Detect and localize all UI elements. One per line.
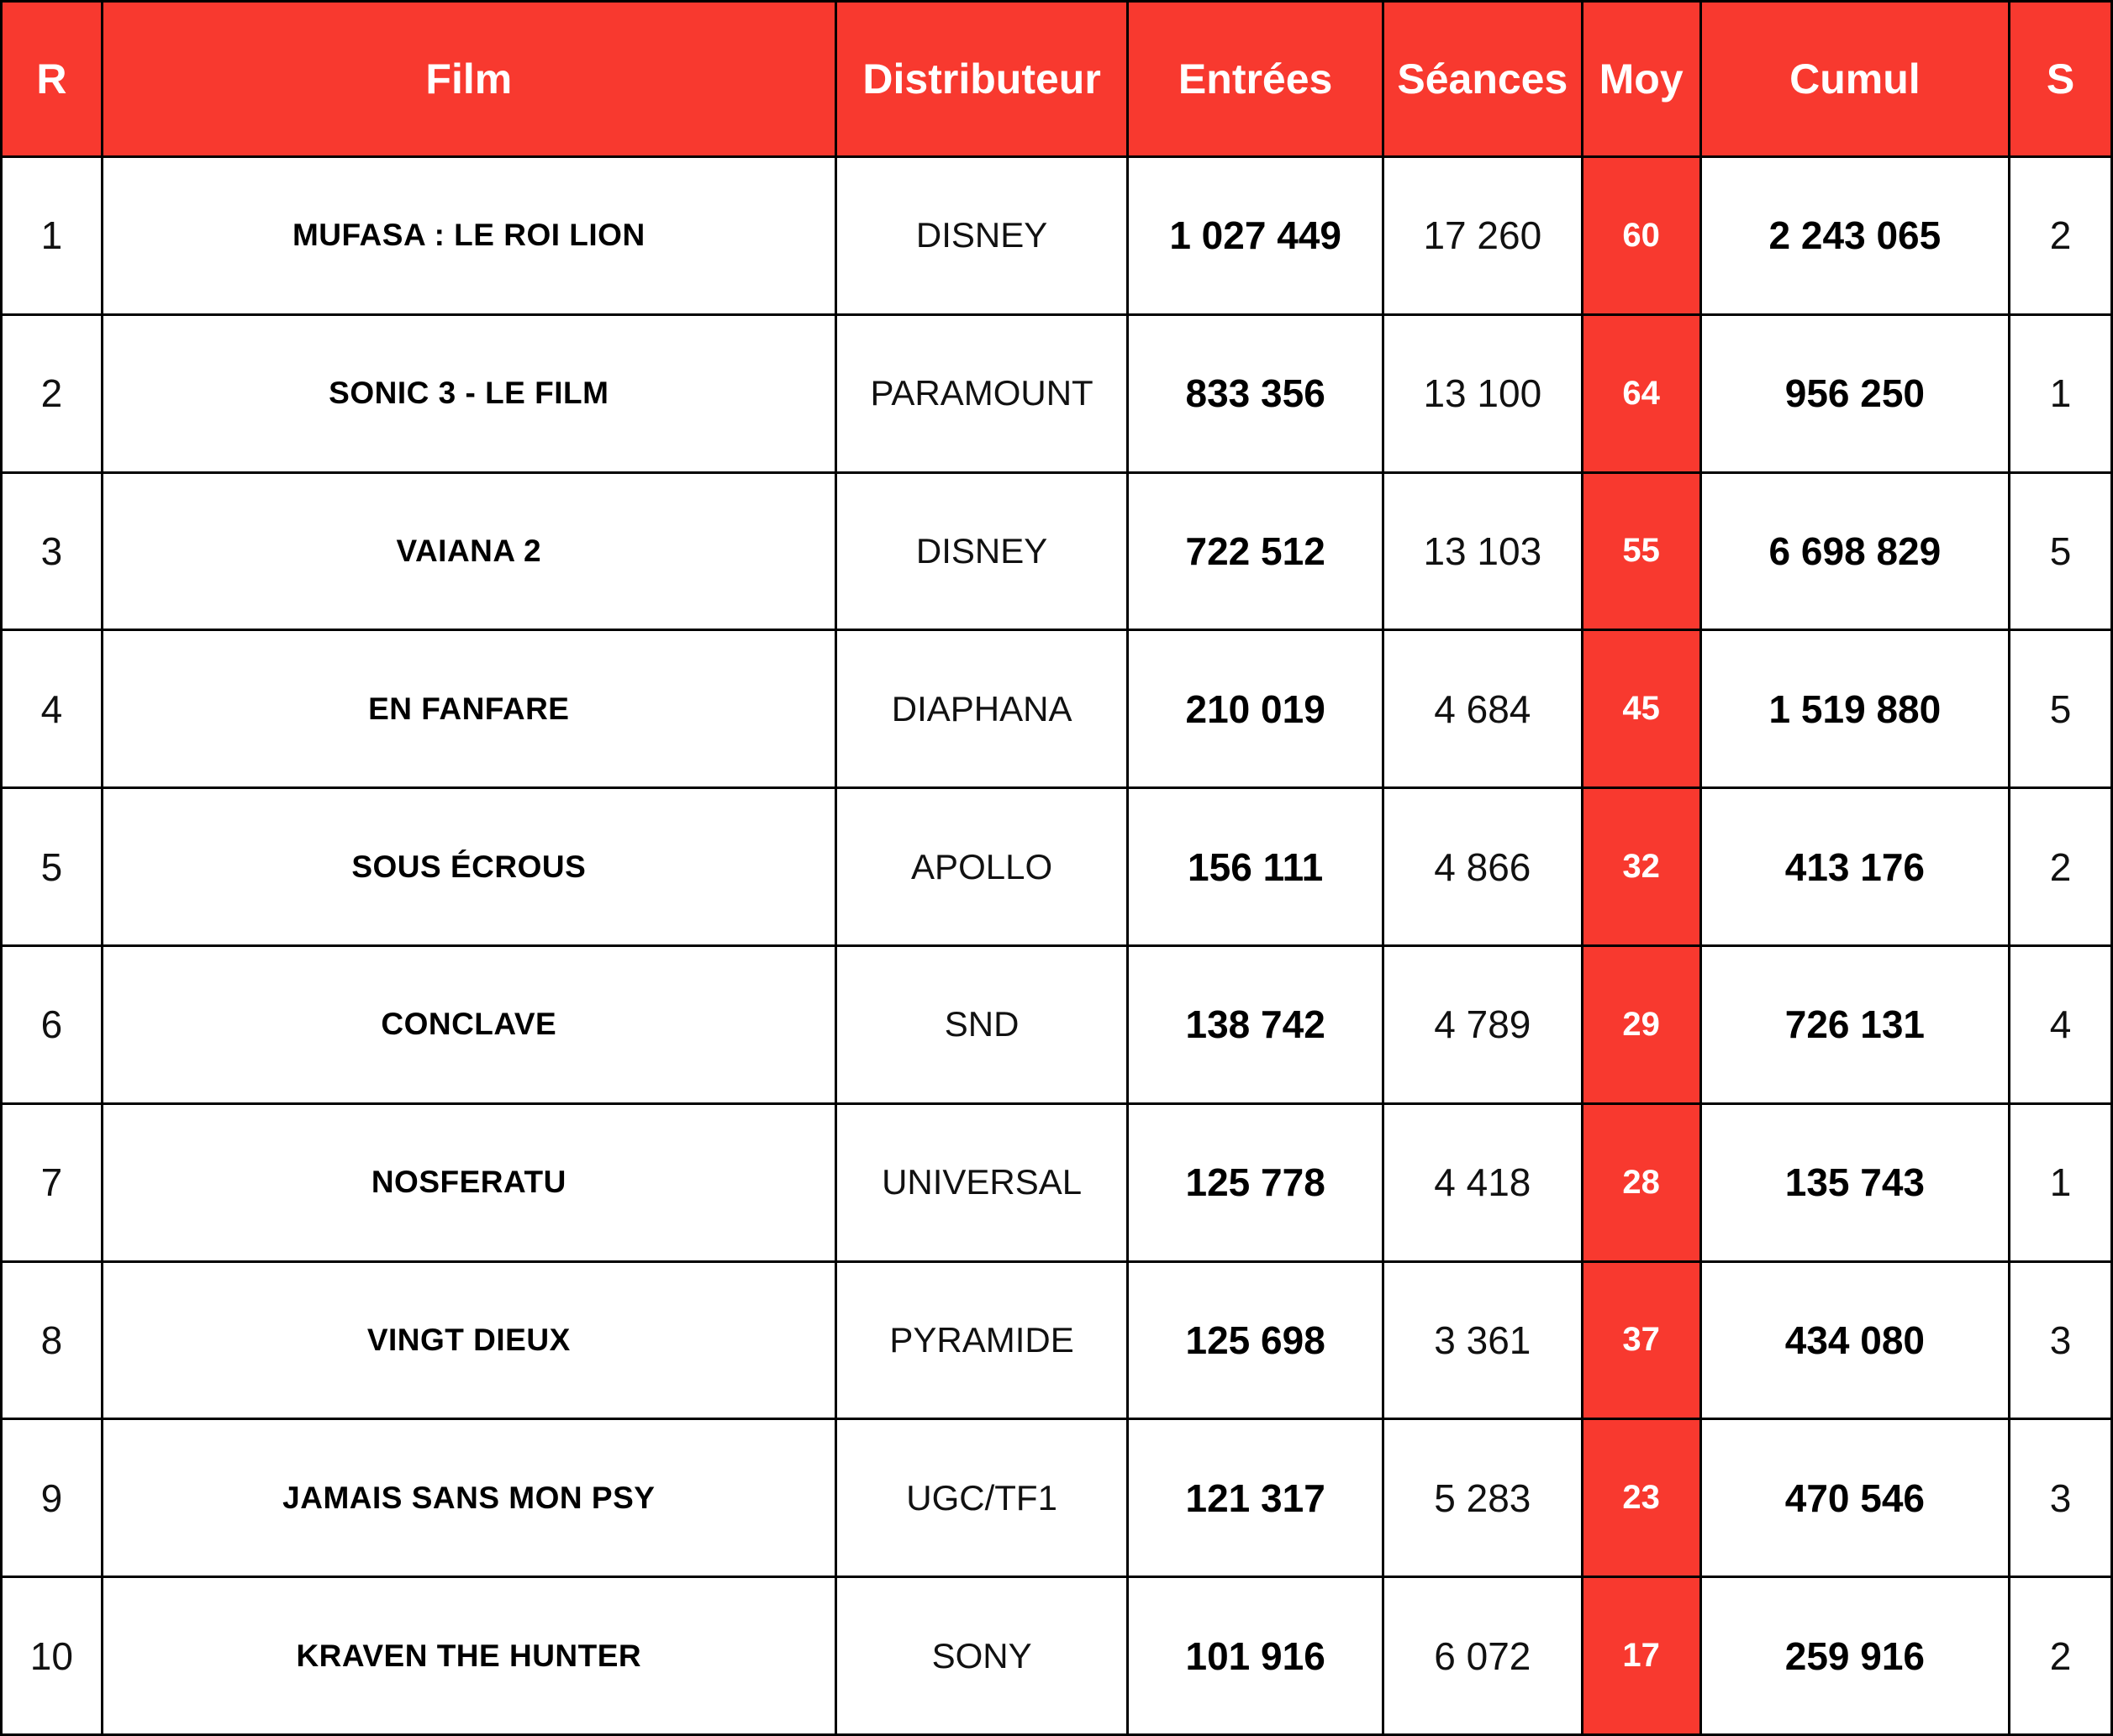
cell-distributor: PYRAMIDE	[835, 1261, 1128, 1419]
table-row	[2, 630, 2112, 788]
cell-film: SONIC 3 - LE FILM	[102, 314, 835, 472]
cell-seances: 4 789	[1383, 945, 1582, 1103]
cell-distributor: UNIVERSAL	[835, 1103, 1128, 1261]
cell-seances: 4 684	[1383, 630, 1582, 788]
cell-s: 3	[2010, 1419, 2112, 1577]
cell-moy: 28	[1582, 1103, 1700, 1261]
cell-film: VAIANA 2	[102, 472, 835, 630]
cell-s: 4	[2010, 945, 2112, 1103]
cell-moy: 45	[1582, 630, 1700, 788]
table-row	[2, 472, 2112, 630]
table-row	[2, 1103, 2112, 1261]
table-row	[2, 1261, 2112, 1419]
header-cumul: Cumul	[1700, 2, 2010, 157]
cell-film: KRAVEN THE HUNTER	[102, 1577, 835, 1735]
cell-s: 1	[2010, 314, 2112, 472]
header-film: Film	[102, 2, 835, 157]
header-distributor: Distributeur	[835, 2, 1128, 157]
header-moy: Moy	[1582, 2, 1700, 157]
table-body	[2, 157, 2112, 1735]
cell-seances: 13 100	[1383, 314, 1582, 472]
cell-film: CONCLAVE	[102, 945, 835, 1103]
cell-seances: 4 418	[1383, 1103, 1582, 1261]
table-header-row	[2, 2, 2112, 157]
cell-film: MUFASA : LE ROI LION	[102, 157, 835, 315]
cell-rank: 10	[2, 1577, 103, 1735]
cell-s: 2	[2010, 157, 2112, 315]
cell-seances: 13 103	[1383, 472, 1582, 630]
cell-s: 2	[2010, 788, 2112, 946]
cell-s: 5	[2010, 630, 2112, 788]
cell-entrees: 138 742	[1128, 945, 1383, 1103]
cell-rank: 6	[2, 945, 103, 1103]
cell-film: VINGT DIEUX	[102, 1261, 835, 1419]
cell-entrees: 833 356	[1128, 314, 1383, 472]
table-row	[2, 945, 2112, 1103]
cell-moy: 29	[1582, 945, 1700, 1103]
cell-distributor: DISNEY	[835, 472, 1128, 630]
cell-moy: 64	[1582, 314, 1700, 472]
cell-cumul: 434 080	[1700, 1261, 2010, 1419]
cell-rank: 8	[2, 1261, 103, 1419]
cell-rank: 2	[2, 314, 103, 472]
cell-seances: 3 361	[1383, 1261, 1582, 1419]
cell-cumul: 2 243 065	[1700, 157, 2010, 315]
cell-entrees: 210 019	[1128, 630, 1383, 788]
cell-cumul: 1 519 880	[1700, 630, 2010, 788]
header-entrees: Entrées	[1128, 2, 1383, 157]
cell-cumul: 413 176	[1700, 788, 2010, 946]
cell-seances: 4 866	[1383, 788, 1582, 946]
cell-entrees: 156 111	[1128, 788, 1383, 946]
table-row	[2, 314, 2112, 472]
table-row	[2, 1577, 2112, 1735]
cell-s: 2	[2010, 1577, 2112, 1735]
table-row	[2, 1419, 2112, 1577]
cell-distributor: UGC/TF1	[835, 1419, 1128, 1577]
cell-moy: 60	[1582, 157, 1700, 315]
cell-seances: 17 260	[1383, 157, 1582, 315]
cell-rank: 7	[2, 1103, 103, 1261]
cell-entrees: 101 916	[1128, 1577, 1383, 1735]
cell-cumul: 470 546	[1700, 1419, 2010, 1577]
cell-distributor: DIAPHANA	[835, 630, 1128, 788]
cell-rank: 4	[2, 630, 103, 788]
cell-cumul: 726 131	[1700, 945, 2010, 1103]
cell-cumul: 259 916	[1700, 1577, 2010, 1735]
cell-distributor: PARAMOUNT	[835, 314, 1128, 472]
header-s: S	[2010, 2, 2112, 157]
cell-distributor: SONY	[835, 1577, 1128, 1735]
cell-rank: 1	[2, 157, 103, 315]
cell-distributor: SND	[835, 945, 1128, 1103]
cell-entrees: 125 778	[1128, 1103, 1383, 1261]
cell-film: JAMAIS SANS MON PSY	[102, 1419, 835, 1577]
cell-moy: 37	[1582, 1261, 1700, 1419]
cell-distributor: APOLLO	[835, 788, 1128, 946]
cell-s: 1	[2010, 1103, 2112, 1261]
cell-film: NOSFERATU	[102, 1103, 835, 1261]
cell-entrees: 722 512	[1128, 472, 1383, 630]
header-rank: R	[2, 2, 103, 157]
cell-film: EN FANFARE	[102, 630, 835, 788]
cell-entrees: 121 317	[1128, 1419, 1383, 1577]
cell-seances: 5 283	[1383, 1419, 1582, 1577]
cell-moy: 17	[1582, 1577, 1700, 1735]
cell-rank: 3	[2, 472, 103, 630]
cell-moy: 32	[1582, 788, 1700, 946]
cell-rank: 5	[2, 788, 103, 946]
table-row	[2, 788, 2112, 946]
cell-seances: 6 072	[1383, 1577, 1582, 1735]
cell-s: 5	[2010, 472, 2112, 630]
cell-rank: 9	[2, 1419, 103, 1577]
cell-cumul: 6 698 829	[1700, 472, 2010, 630]
cell-cumul: 956 250	[1700, 314, 2010, 472]
header-seances: Séances	[1383, 2, 1582, 157]
cell-cumul: 135 743	[1700, 1103, 2010, 1261]
cell-moy: 23	[1582, 1419, 1700, 1577]
cell-film: SOUS ÉCROUS	[102, 788, 835, 946]
cell-moy: 55	[1582, 472, 1700, 630]
cell-distributor: DISNEY	[835, 157, 1128, 315]
cell-entrees: 125 698	[1128, 1261, 1383, 1419]
cell-s: 3	[2010, 1261, 2112, 1419]
table-row	[2, 157, 2112, 315]
cell-entrees: 1 027 449	[1128, 157, 1383, 315]
